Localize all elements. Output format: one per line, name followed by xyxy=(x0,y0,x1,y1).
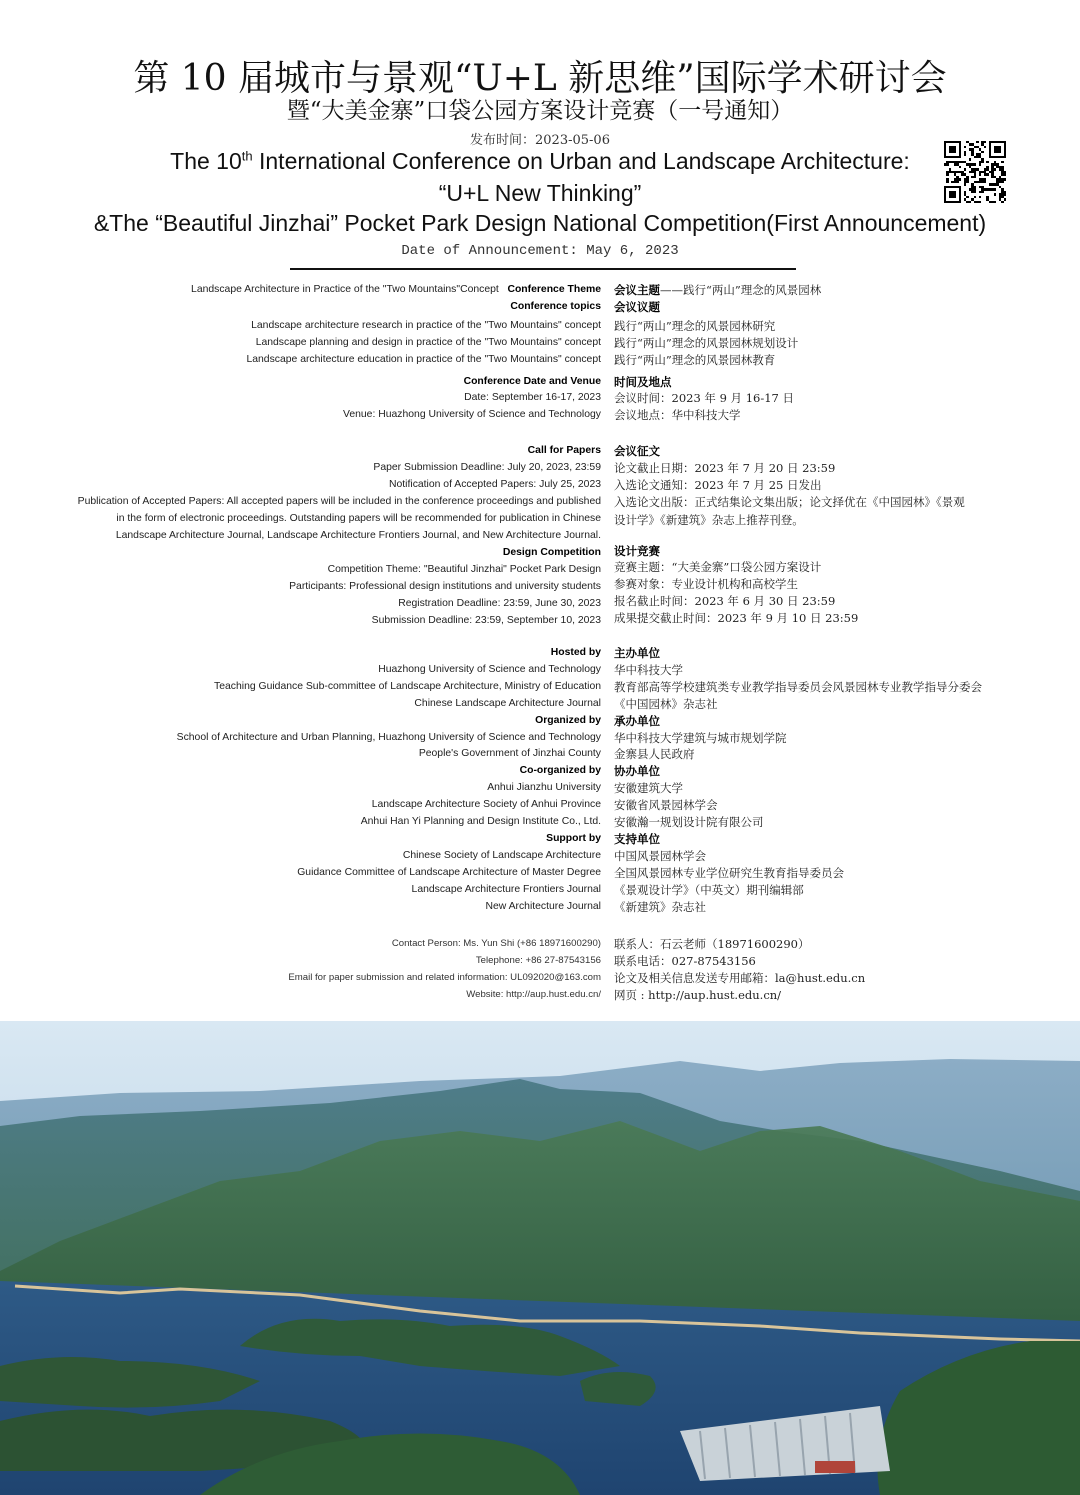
topics-heading-zh: 会议议题 xyxy=(614,299,660,314)
theme-row-en xyxy=(191,282,601,299)
qr-code-icon[interactable] xyxy=(944,141,1006,203)
date-venue-heading-zh: 时间及地点 xyxy=(614,374,672,389)
co-organizer-item-zh: 安徽省风景园林学会 xyxy=(614,798,718,813)
supporter-item-zh: 《新建筑》杂志社 xyxy=(614,899,706,914)
english-column-conference xyxy=(191,282,601,424)
papers-heading-en: Call for Papers xyxy=(527,445,601,456)
paper-publication-en: Landscape Architecture Journal, Landscape Architecture Frontiers Journal, and New Architecture Journal. xyxy=(115,529,601,541)
english-column-contact xyxy=(288,936,601,1004)
hosted-heading-zh: 主办单位 xyxy=(614,646,660,660)
paper-deadline-zh: 论文截止日期：2023 年 7 月 20 日 23:59 xyxy=(614,460,836,475)
title-en-ordinal: th xyxy=(241,148,253,164)
competition-item-zh: 报名截止时间：2023 年 6 月 30 日 23:59 xyxy=(614,594,836,609)
supporter-item-en: New Architecture Journal xyxy=(485,900,601,912)
paper-publication-en: in the form of electronic proceedings. Outstanding papers will be recommended for publication in Chinese xyxy=(116,512,601,524)
english-column-papers xyxy=(78,443,601,630)
paper-notification-zh: 入选论文通知：2023 年 7 月 25 日发出 xyxy=(614,477,822,492)
theme-row-zh xyxy=(614,282,821,299)
landscape-photo xyxy=(0,1021,1080,1495)
co-organizer-item-zh: 安徽建筑大学 xyxy=(614,781,683,796)
co-organized-heading-en: Co-organized by xyxy=(519,765,601,777)
topic-item-en: Landscape architecture education in practice of the "Two Mountains" concept xyxy=(246,353,601,365)
venue-item-en: Venue: Huazhong University of Science and Technology xyxy=(342,409,601,421)
english-column-organizations xyxy=(177,645,601,916)
venue-item-zh: 会议地点：华中科技大学 xyxy=(614,408,741,423)
competition-item-zh: 参赛对象：专业设计机构和高校学生 xyxy=(614,577,798,592)
announcement-date-english: Date of Announcement: May 6, 2023 xyxy=(401,243,679,259)
title-chinese: 第 10 届城市与景观“U+L 新思维”国际学术研讨会 xyxy=(133,58,947,99)
contact-phone-en: Telephone: +86 27-87543156 xyxy=(475,954,601,966)
host-item-en: Teaching Guidance Sub-committee of Landscape Architecture, Ministry of Education xyxy=(214,680,601,692)
topic-item-en: Landscape architecture research in practice of the "Two Mountains" concept xyxy=(251,319,601,331)
co-organizer-item-zh: 安徽瀚一规划设计院有限公司 xyxy=(614,815,764,830)
supporter-item-zh: 《景观设计学》（中英文）期刊编辑部 xyxy=(614,882,804,897)
header-divider xyxy=(290,268,796,270)
competition-heading-zh: 设计竞赛 xyxy=(614,543,660,558)
support-heading-zh: 支持单位 xyxy=(614,831,660,846)
co-organized-heading-zh: 协办单位 xyxy=(614,764,660,779)
theme-value-en: Landscape Architecture in Practice of the "Two Mountains"Concept xyxy=(191,284,499,295)
contact-email-zh[interactable]: 论文及相关信息发送专用邮箱：la@hust.edu.cn xyxy=(614,970,866,985)
organizer-item-en: People's Government of Jinzhai County xyxy=(418,748,601,760)
reservoir-mountain-illustration xyxy=(0,1021,1080,1495)
co-organizer-item-en: Anhui Han Yi Planning and Design Institute Co., Ltd. xyxy=(360,816,601,828)
contact-person-en: Contact Person: Ms. Yun Shi (+86 18971600290) xyxy=(391,938,601,949)
title-en-prefix: The 10 xyxy=(170,148,242,174)
contact-phone-zh: 联系电话：027-87543156 xyxy=(614,953,756,968)
topic-item-en: Landscape planning and design in practice of the "Two Mountains" concept xyxy=(255,336,601,348)
organizer-item-en: School of Architecture and Urban Planning, Huazhong University of Science and Technology xyxy=(176,731,601,743)
topics-heading-en: Conference topics xyxy=(510,300,601,312)
theme-heading-en: Conference Theme xyxy=(507,284,601,295)
host-item-zh: 华中科技大学 xyxy=(614,662,683,677)
co-organizer-item-en: Anhui Jianzhu University xyxy=(487,782,601,794)
paper-publication-zh: 设计学》《新建筑》杂志上推荐刊登。 xyxy=(614,512,804,527)
organizer-item-zh: 华中科技大学建筑与城市规划学院 xyxy=(614,730,787,745)
topic-item-zh: 践行“两山”理念的风景园林教育 xyxy=(614,352,776,367)
support-heading-en: Support by xyxy=(546,832,601,844)
paper-notification-en: Notification of Accepted Papers: July 25, 2023 xyxy=(389,478,601,490)
host-item-zh: 教育部高等学校建筑类专业教学指导委员会风景园林专业教学指导分委会 xyxy=(614,679,982,694)
chinese-column-conference xyxy=(614,282,821,424)
contact-person-zh: 联系人：石云老师（18971600290） xyxy=(614,937,810,951)
contact-website-zh[interactable]: 网页 : http://aup.hust.edu.cn/ xyxy=(614,987,782,1002)
chinese-column-organizations xyxy=(614,645,982,916)
title-english-line-2: “U+L New Thinking” xyxy=(438,180,642,206)
publish-date-chinese: 发布时间：2023-05-06 xyxy=(470,133,610,148)
co-organizer-item-en: Landscape Architecture Society of Anhui Province xyxy=(371,799,601,811)
title-english-line-3: &The “Beautiful Jinzhai” Pocket Park Design National Competition(First Announcement) xyxy=(93,210,987,236)
host-item-en: Huazhong University of Science and Technology xyxy=(378,663,601,675)
hosted-heading-en: Hosted by xyxy=(550,647,601,658)
competition-item-en: Participants: Professional design institutions and university students xyxy=(289,581,601,593)
chinese-column-papers xyxy=(614,443,965,627)
supporter-item-en: Chinese Society of Landscape Architecture xyxy=(402,849,601,861)
supporter-item-zh: 全国风景园林专业学位研究生教育指导委员会 xyxy=(614,865,844,880)
host-item-en: Chinese Landscape Architecture Journal xyxy=(414,697,601,709)
contact-email-en[interactable]: Email for paper submission and related information: UL092020@163.com xyxy=(288,971,601,983)
title-english-line-1 xyxy=(0,148,1080,175)
theme-heading-zh: 会议主题 xyxy=(614,283,660,297)
organized-heading-zh: 承办单位 xyxy=(614,713,660,728)
competition-item-en: Registration Deadline: 23:59, June 30, 2023 xyxy=(398,598,601,610)
contact-website-en[interactable]: Website: http://aup.hust.edu.cn/ xyxy=(466,988,601,1000)
topic-item-zh: 践行“两山”理念的风景园林规划设计 xyxy=(614,335,799,350)
topic-item-zh: 践行“两山”理念的风景园林研究 xyxy=(614,318,776,333)
subtitle-chinese: 暨“大美金寨”口袋公园方案设计竞赛（一号通知） xyxy=(286,98,794,124)
competition-item-zh: 成果提交截止时间：2023 年 9 月 10 日 23:59 xyxy=(614,611,859,626)
host-item-zh: 《中国园林》杂志社 xyxy=(614,696,718,711)
competition-item-en: Submission Deadline: 23:59, September 10, 2023 xyxy=(371,615,601,627)
date-item-zh: 会议时间：2023 年 9 月 16-17 日 xyxy=(614,391,795,406)
date-item-en: Date: September 16-17, 2023 xyxy=(464,392,601,404)
date-venue-heading-en: Conference Date and Venue xyxy=(463,375,601,387)
theme-value-zh: ——践行“两山”理念的风景园林 xyxy=(660,283,822,297)
title-en-suffix: International Conference on Urban and Landscape Architecture: xyxy=(252,148,910,174)
competition-heading-en: Design Competition xyxy=(502,547,601,559)
supporter-item-en: Guidance Committee of Landscape Architecture of Master Degree xyxy=(297,866,601,878)
competition-item-en: Competition Theme: "Beautiful Jinzhai" Pocket Park Design xyxy=(327,564,601,576)
supporter-item-en: Landscape Architecture Frontiers Journal xyxy=(411,883,601,895)
paper-publication-en: Publication of Accepted Papers: All accepted papers will be included in the conference proceedings and published xyxy=(77,495,601,507)
supporter-item-zh: 中国风景园林学会 xyxy=(614,848,706,863)
chinese-column-contact xyxy=(614,936,865,1004)
papers-heading-zh: 会议征文 xyxy=(614,444,660,458)
paper-publication-zh: 入选论文出版：正式结集论文集出版；论文择优在《中国园林》《景观 xyxy=(614,494,965,509)
organizer-item-zh: 金寨县人民政府 xyxy=(614,747,695,762)
competition-item-zh: 竞赛主题：“大美金寨”口袋公园方案设计 xyxy=(614,560,822,575)
paper-deadline-en: Paper Submission Deadline: July 20, 2023, 23:59 xyxy=(373,461,601,473)
organized-heading-en: Organized by xyxy=(535,714,601,726)
